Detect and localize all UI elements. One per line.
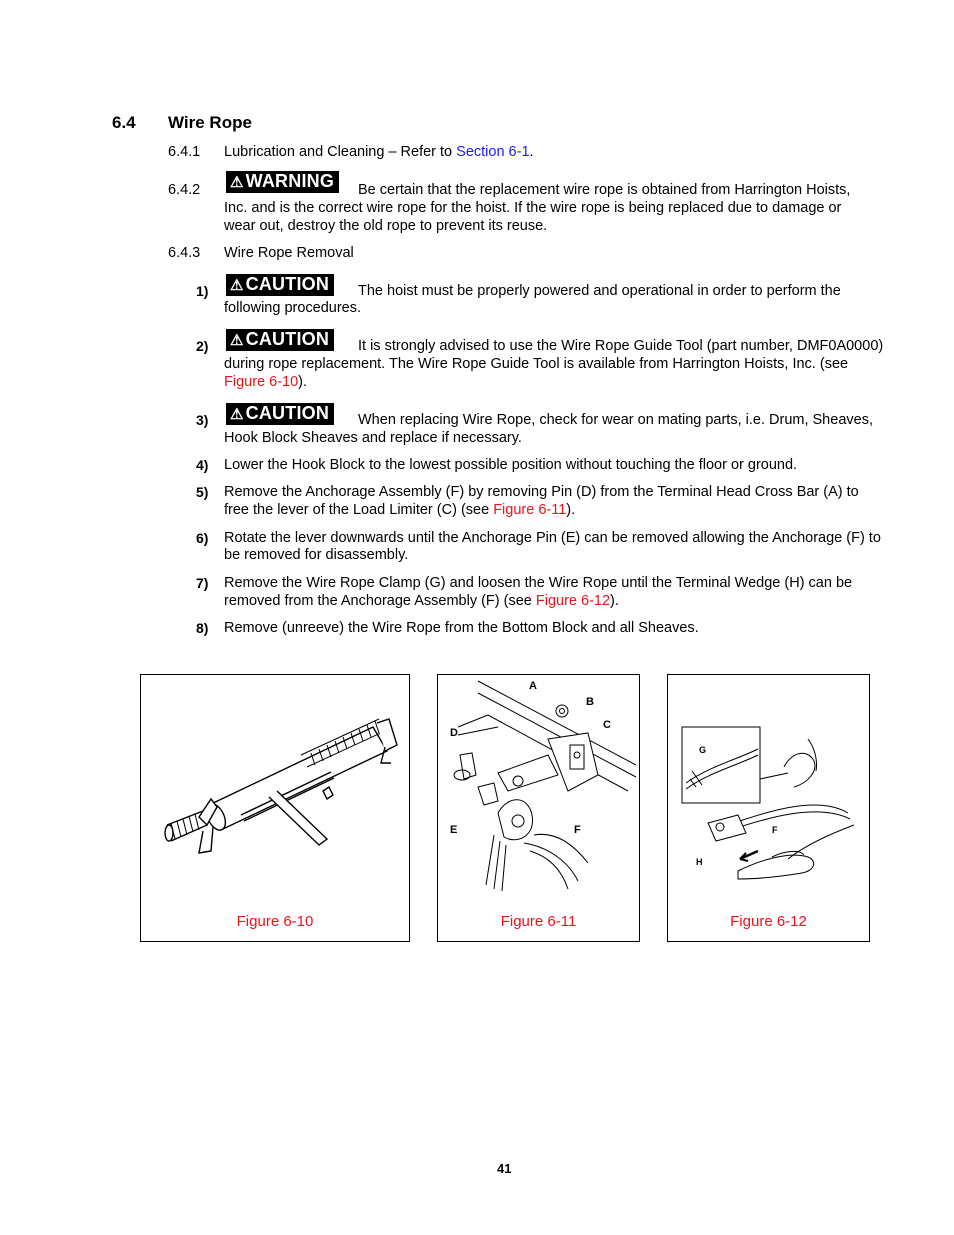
step-2-line3 [224, 373, 307, 391]
step-3-line1: When replacing Wire Rope, check for wear on mating parts, i.e. Drum, Sheaves, [358, 412, 873, 428]
step-7-line1: Remove the Wire Rope Clamp (G) and loosen the Wire Rope until the Terminal Wedge (H) can be [224, 575, 853, 591]
item-641-number: 6.4.1 [168, 144, 201, 160]
step-7-number: 7) [196, 575, 209, 591]
label-d: D [450, 727, 458, 739]
warning-triangle-icon: ⚠ [230, 277, 244, 294]
item-641-after: . [529, 144, 534, 160]
figure-6-12-link[interactable]: Figure 6-12 [535, 593, 611, 609]
figure-6-12-caption: Figure 6-12 [730, 913, 807, 930]
caution-badge-label: CAUTION [245, 329, 330, 349]
step-8-number: 8) [196, 620, 209, 636]
item-642-line3: wear out, destroy the old rope to prevent its reuse. [224, 218, 548, 234]
label-g: G [699, 745, 707, 755]
item-641-text [224, 143, 534, 161]
step-7-line2-text: removed from the Anchorage Assembly (F) (see [224, 593, 536, 609]
caution-badge [226, 274, 338, 297]
step-4-number: 4) [196, 457, 209, 473]
item-641-label: Lubrication and Cleaning – Refer to [224, 144, 457, 160]
warning-triangle-icon: ⚠ [230, 174, 244, 191]
step-3-number: 3) [196, 412, 209, 428]
caution-badge [226, 329, 338, 352]
load-limiter-illustration [438, 675, 639, 905]
step-4-line1: Lower the Hook Block to the lowest possible position without touching the floor or ground. [224, 457, 798, 473]
label-h: H [696, 857, 703, 867]
caution-badge-label: CAUTION [245, 403, 330, 423]
step-2-line1: It is strongly advised to use the Wire Rope Guide Tool (part number, DMF0A0000) [358, 338, 884, 354]
step-8-line1: Remove (unreeve) the Wire Rope from the Bottom Block and all Sheaves. [224, 620, 699, 636]
section-number: 6.4 [112, 113, 136, 132]
warning-badge-label: WARNING [245, 171, 335, 191]
step-5-number: 5) [196, 484, 209, 500]
warning-triangle-icon: ⚠ [230, 332, 244, 349]
step-5-line1: Remove the Anchorage Assembly (F) by removing Pin (D) from the Terminal Head Cross Bar (A) to [224, 484, 859, 500]
step-6-line1: Rotate the lever downwards until the Anchorage Pin (E) can be removed allowing the Anchorage (F) to [224, 530, 881, 546]
step-5-line2 [224, 501, 575, 519]
item-642-number: 6.4.2 [168, 182, 201, 198]
figure-6-11 [437, 674, 640, 942]
wire-rope-guide-tool-illustration [141, 675, 409, 905]
step-7-after: ). [610, 593, 619, 609]
warning-badge [226, 171, 343, 194]
item-642-line1: Be certain that the replacement wire rope is obtained from Harrington Hoists, [358, 182, 851, 198]
item-643-number: 6.4.3 [168, 245, 201, 261]
caution-badge-label: CAUTION [245, 274, 330, 294]
label-b: B [586, 696, 594, 708]
step-2-line2: during rope replacement. The Wire Rope Guide Tool is available from Harrington Hoists, Inc. (see [224, 356, 849, 372]
item-643-text: Wire Rope Removal [224, 245, 354, 261]
step-5-after: ). [566, 502, 576, 518]
step-1-line2: following procedures. [224, 300, 362, 316]
figure-6-12 [667, 674, 870, 942]
step-1-line1: The hoist must be properly powered and operational in order to perform the [358, 283, 841, 299]
step-6-number: 6) [196, 530, 209, 546]
label-c: C [603, 719, 611, 731]
caution-badge [226, 403, 338, 426]
step-2-after: ). [298, 374, 308, 390]
step-2-number: 2) [196, 338, 209, 354]
figure-6-10 [140, 674, 410, 942]
item-642-line2: Inc. and is the correct wire rope for the hoist. If the wire rope is being replaced due to damage or [224, 200, 842, 216]
step-1-number: 1) [196, 283, 209, 299]
figure-6-11-link[interactable]: Figure 6-11 [493, 502, 567, 518]
label-e: E [450, 824, 458, 836]
page-number: 41 [497, 1161, 512, 1176]
figure-6-11-caption: Figure 6-11 [500, 913, 577, 930]
step-3-line2: Hook Block Sheaves and replace if necessary. [224, 430, 522, 446]
label-a: A [529, 680, 537, 692]
label-f: F [772, 825, 778, 835]
anchorage-assembly-illustration [668, 675, 869, 905]
step-6-line2: be removed for disassembly. [224, 547, 409, 563]
warning-triangle-icon: ⚠ [230, 406, 244, 423]
figure-6-10-caption: Figure 6-10 [236, 913, 314, 930]
step-5-line2-text: free the lever of the Load Limiter (C) (see [224, 502, 494, 518]
figure-6-10-link[interactable]: Figure 6-10 [224, 374, 299, 390]
step-7-line2 [224, 592, 619, 610]
section-title: Wire Rope [168, 113, 252, 132]
label-f: F [574, 824, 581, 836]
section-6-1-link[interactable]: Section 6-1 [456, 144, 530, 160]
